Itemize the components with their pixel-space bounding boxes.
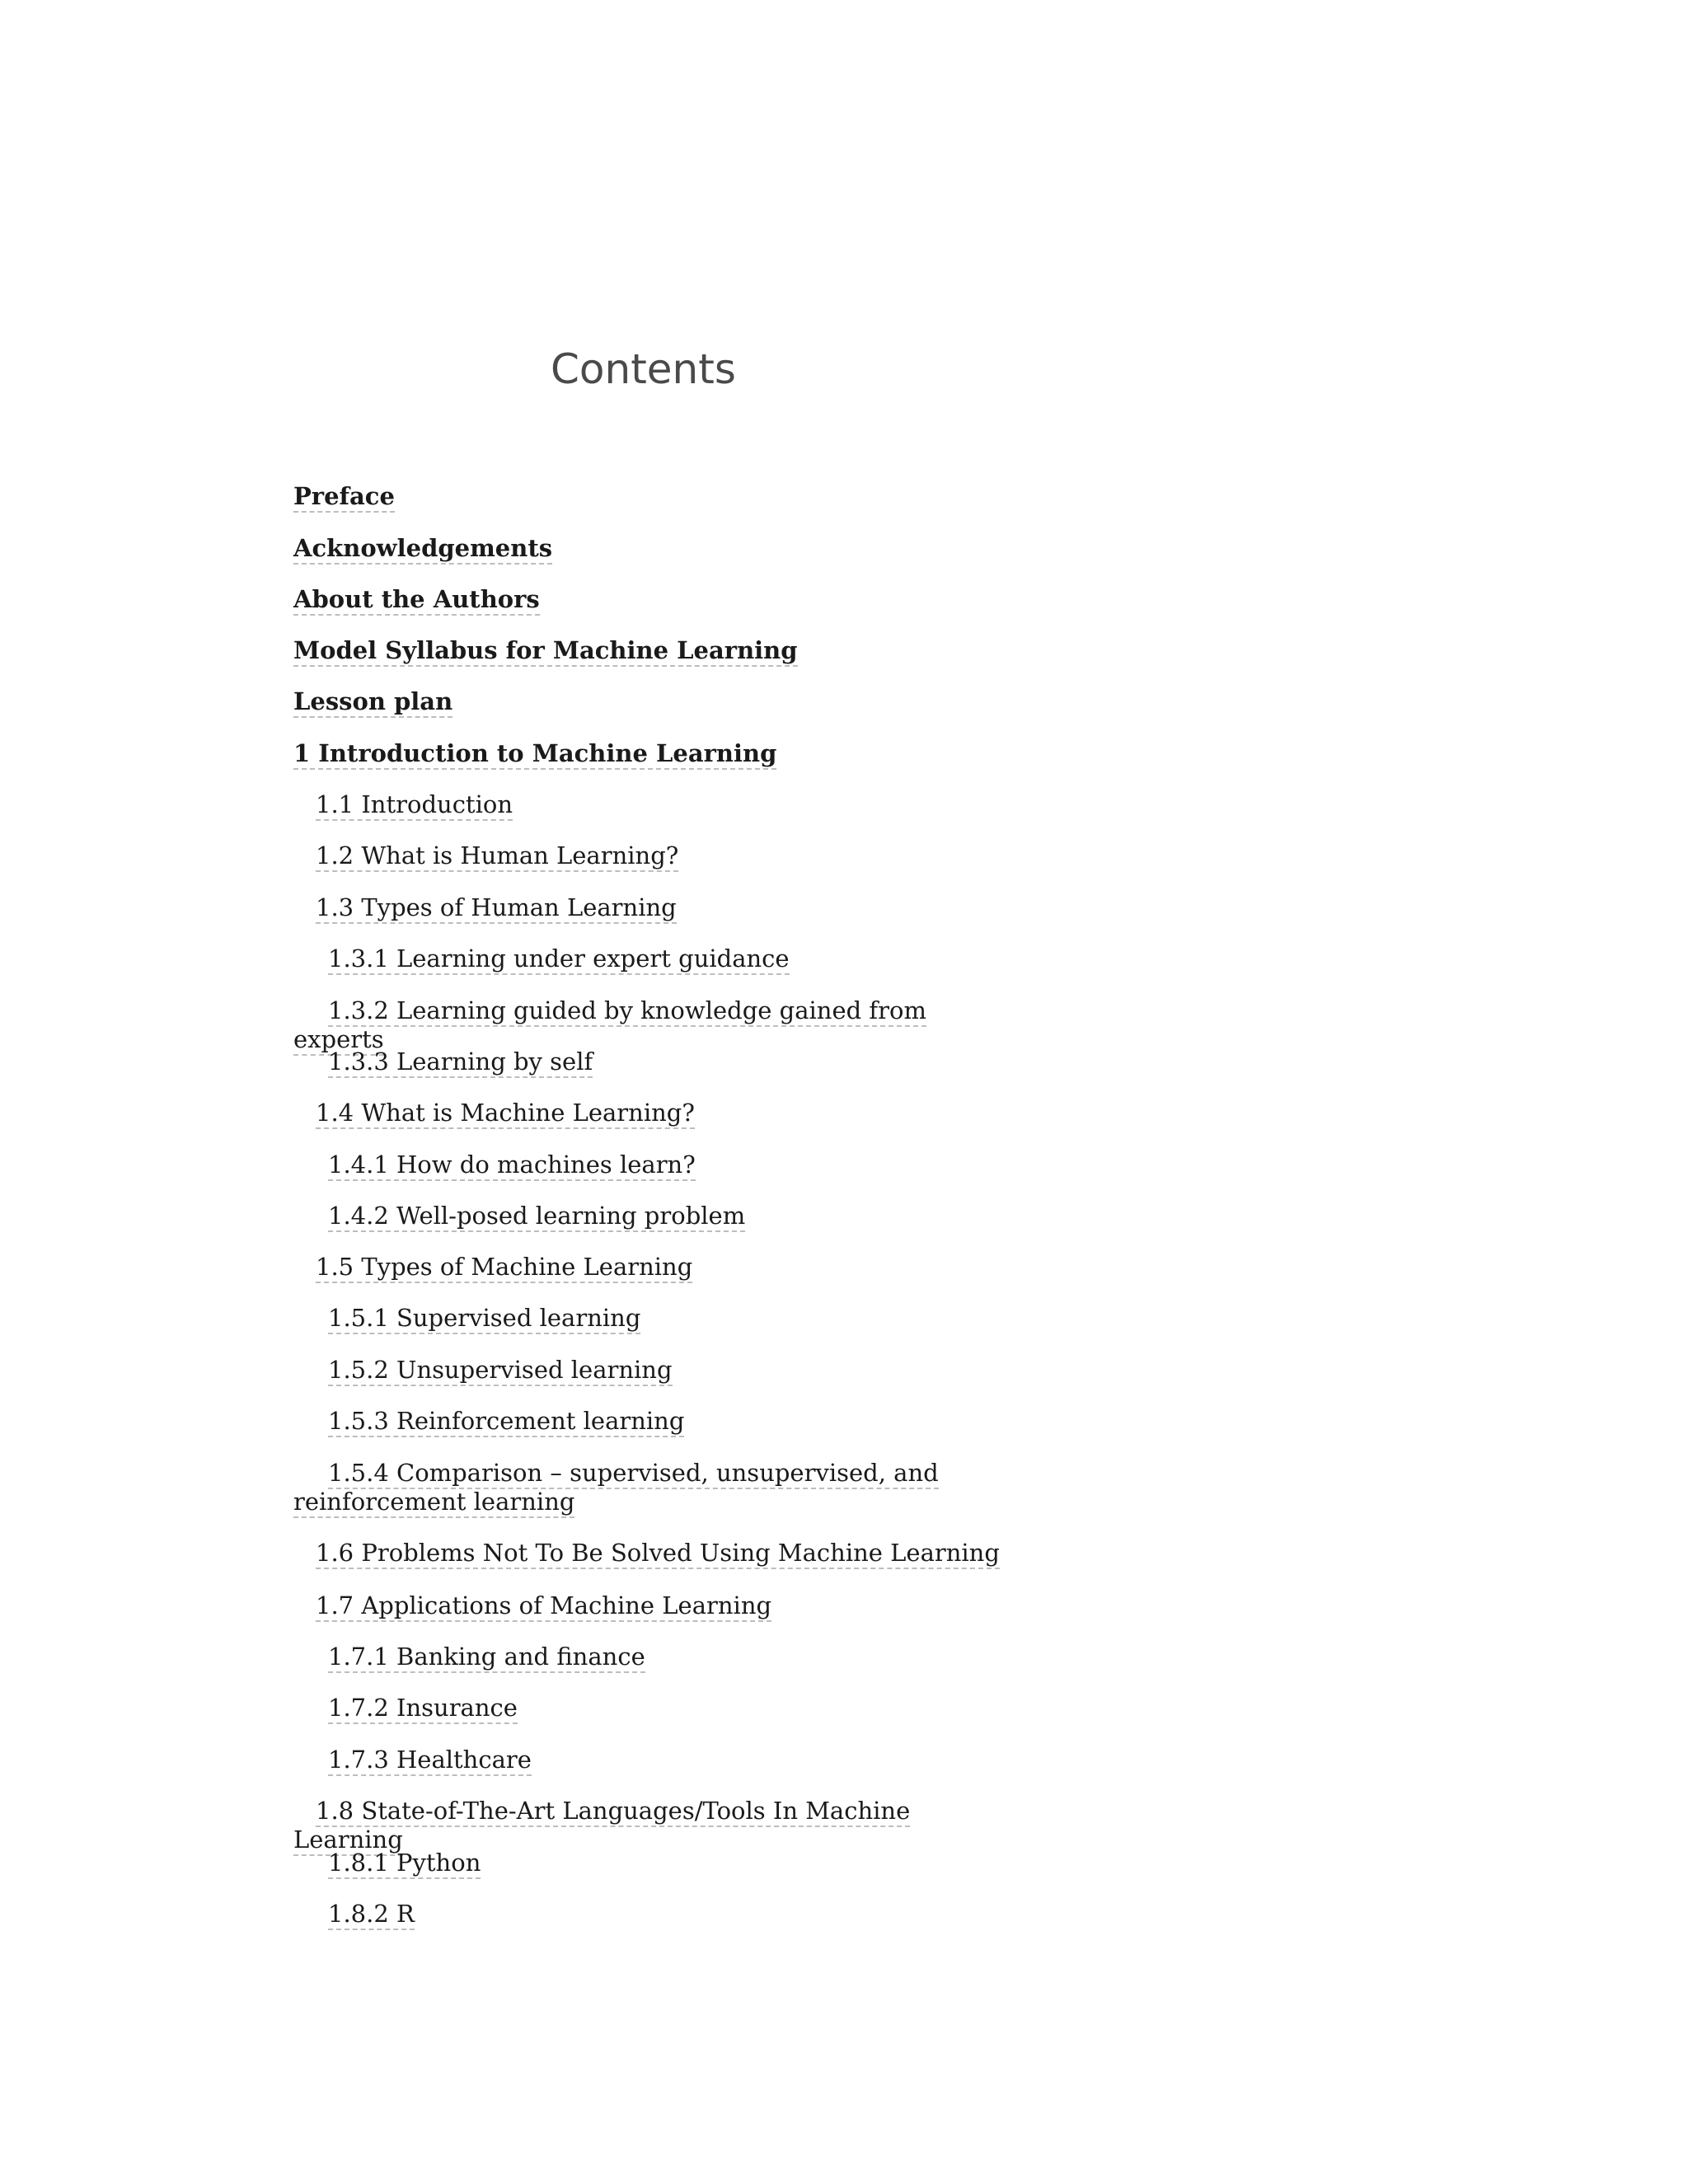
toc-link-1-5-2[interactable]: 1.5.2 Unsupervised learning <box>328 1356 673 1386</box>
toc-item-1-3-3 <box>293 1047 1002 1076</box>
page-title: Contents <box>551 345 736 393</box>
toc-item-lesson-plan <box>293 687 1002 716</box>
toc-item-1-7-1 <box>293 1643 1002 1671</box>
toc-link-1-2[interactable]: 1.2 What is Human Learning? <box>316 841 678 872</box>
toc-link-about-authors[interactable]: About the Authors <box>293 585 540 616</box>
toc-link-preface[interactable]: Preface <box>293 482 395 513</box>
toc-item-1-1 <box>293 790 1002 819</box>
toc-link-acknowledgements[interactable]: Acknowledgements <box>293 534 552 565</box>
toc-item-1-7 <box>293 1591 1002 1620</box>
toc-link-1-4[interactable]: 1.4 What is Machine Learning? <box>316 1099 695 1129</box>
toc-item-1-7-2 <box>293 1694 1002 1722</box>
toc-link-1-5-3[interactable]: 1.5.3 Reinforcement learning <box>328 1407 684 1437</box>
toc-item-chapter-1 <box>293 739 1002 768</box>
toc-item-1-5-1 <box>293 1304 1002 1333</box>
toc-item-1-5-3 <box>293 1407 1002 1436</box>
toc-link-1-6[interactable]: 1.6 Problems Not To Be Solved Using Machine Learning <box>316 1539 1000 1569</box>
toc-link-chapter-1[interactable]: 1 Introduction to Machine Learning <box>293 739 776 770</box>
toc-item-1-6 <box>293 1539 1002 1568</box>
toc-item-model-syllabus <box>293 636 1002 665</box>
toc-link-1-5-4[interactable]: 1.5.4 Comparison – supervised, unsupervised, and reinforcement learning <box>293 1459 939 1518</box>
toc-link-1-8[interactable]: 1.8 State-of-The-Art Languages/Tools In Machine Learning <box>293 1797 910 1856</box>
toc-link-model-syllabus[interactable]: Model Syllabus for Machine Learning <box>293 636 798 667</box>
toc-item-1-3-1 <box>293 944 1002 973</box>
toc-item-acknowledgements <box>293 534 1002 563</box>
toc-item-1-4-2 <box>293 1202 1002 1230</box>
toc-item-1-5-2 <box>293 1356 1002 1385</box>
toc-item-1-8-1 <box>293 1849 1002 1877</box>
toc-item-1-5-4 <box>293 1459 1002 1516</box>
toc-item-1-2 <box>293 841 1002 870</box>
toc-item-1-3 <box>293 893 1002 922</box>
toc-link-1-4-2[interactable]: 1.4.2 Well-posed learning problem <box>328 1202 745 1232</box>
toc-item-about-authors <box>293 585 1002 614</box>
toc-item-1-8 <box>293 1797 1002 1854</box>
toc-item-1-3-2 <box>293 996 1002 1054</box>
toc-link-1-4-1[interactable]: 1.4.1 How do machines learn? <box>328 1151 696 1181</box>
toc-link-1-3-1[interactable]: 1.3.1 Learning under expert guidance <box>328 944 790 975</box>
toc-link-1-7-3[interactable]: 1.7.3 Healthcare <box>328 1746 532 1776</box>
toc-item-1-7-3 <box>293 1746 1002 1774</box>
toc-link-1-1[interactable]: 1.1 Introduction <box>316 790 513 821</box>
toc-link-1-8-2[interactable]: 1.8.2 R <box>328 1900 415 1930</box>
toc-link-1-3-3[interactable]: 1.3.3 Learning by self <box>328 1047 593 1078</box>
toc-link-1-7-2[interactable]: 1.7.2 Insurance <box>328 1694 518 1724</box>
toc-item-1-8-2 <box>293 1900 1002 1929</box>
toc-link-1-5[interactable]: 1.5 Types of Machine Learning <box>316 1253 692 1283</box>
toc-link-lesson-plan[interactable]: Lesson plan <box>293 687 452 718</box>
toc-link-1-3[interactable]: 1.3 Types of Human Learning <box>316 893 677 924</box>
toc-link-1-8-1[interactable]: 1.8.1 Python <box>328 1849 481 1879</box>
toc-item-1-5 <box>293 1253 1002 1282</box>
toc-item-preface <box>293 482 1002 511</box>
toc-link-1-5-1[interactable]: 1.5.1 Supervised learning <box>328 1304 640 1334</box>
toc-item-1-4-1 <box>293 1151 1002 1179</box>
toc-item-1-4 <box>293 1099 1002 1127</box>
toc-link-1-7-1[interactable]: 1.7.1 Banking and finance <box>328 1643 645 1673</box>
toc-link-1-3-2[interactable]: 1.3.2 Learning guided by knowledge gained from experts <box>293 996 926 1056</box>
toc-link-1-7[interactable]: 1.7 Applications of Machine Learning <box>316 1591 771 1622</box>
